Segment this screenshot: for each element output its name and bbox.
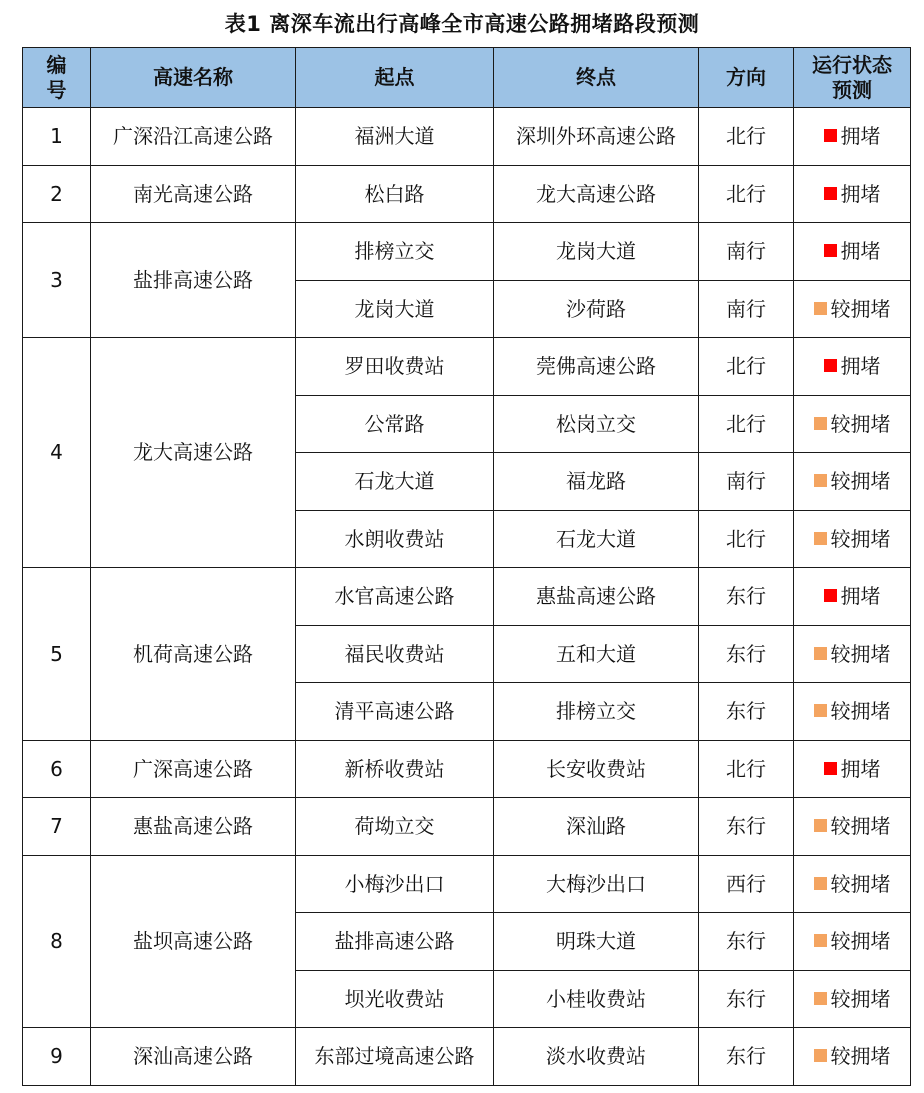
cell-direction: 北行 — [699, 395, 794, 453]
status-label: 较拥堵 — [830, 411, 891, 436]
cell-direction: 东行 — [699, 683, 794, 741]
cell-start: 盐排高速公路 — [296, 913, 494, 971]
header-direction: 方向 — [699, 48, 794, 108]
table-row — [23, 855, 911, 913]
table-row — [23, 568, 911, 626]
status-label: 较拥堵 — [830, 641, 891, 666]
status-label: 较拥堵 — [830, 1044, 891, 1069]
cell-start: 小梅沙出口 — [296, 855, 494, 913]
cell-end: 长安收费站 — [494, 740, 699, 798]
header-no-label: 编号 — [46, 53, 67, 102]
cell-start: 新桥收费站 — [296, 740, 494, 798]
header-start: 起点 — [296, 48, 494, 108]
cell-number: 7 — [23, 798, 91, 856]
cell-end: 莞佛高速公路 — [494, 338, 699, 396]
status-square-icon — [814, 992, 827, 1005]
status-square-icon — [814, 704, 827, 717]
cell-number: 6 — [23, 740, 91, 798]
cell-start: 福民收费站 — [296, 625, 494, 683]
cell-start: 排榜立交 — [296, 223, 494, 281]
cell-prediction — [794, 740, 911, 798]
status-label: 拥堵 — [840, 354, 881, 379]
cell-direction: 南行 — [699, 280, 794, 338]
table-row — [23, 108, 911, 166]
status-square-icon — [814, 532, 827, 545]
cell-end: 大梅沙出口 — [494, 855, 699, 913]
cell-end: 明珠大道 — [494, 913, 699, 971]
cell-highway-name: 盐坝高速公路 — [91, 855, 296, 1028]
cell-number: 9 — [23, 1028, 91, 1086]
cell-highway-name: 惠盐高速公路 — [91, 798, 296, 856]
status-square-icon — [814, 474, 827, 487]
cell-prediction — [794, 510, 911, 568]
cell-highway-name: 龙大高速公路 — [91, 338, 296, 568]
table-row — [23, 1028, 911, 1086]
header-row — [23, 48, 911, 108]
status-square-icon — [814, 647, 827, 660]
cell-prediction — [794, 1028, 911, 1086]
cell-end: 石龙大道 — [494, 510, 699, 568]
status-label: 较拥堵 — [830, 469, 891, 494]
cell-direction: 东行 — [699, 1028, 794, 1086]
cell-direction: 北行 — [699, 510, 794, 568]
cell-prediction — [794, 970, 911, 1028]
status-label: 较拥堵 — [830, 814, 891, 839]
cell-highway-name: 南光高速公路 — [91, 165, 296, 223]
cell-highway-name: 广深沿江高速公路 — [91, 108, 296, 166]
cell-direction: 南行 — [699, 453, 794, 511]
cell-prediction — [794, 798, 911, 856]
status-label: 拥堵 — [840, 239, 881, 264]
cell-start: 东部过境高速公路 — [296, 1028, 494, 1086]
status-square-icon — [814, 819, 827, 832]
cell-prediction — [794, 913, 911, 971]
cell-number: 2 — [23, 165, 91, 223]
cell-number: 3 — [23, 223, 91, 338]
cell-start: 石龙大道 — [296, 453, 494, 511]
cell-prediction — [794, 855, 911, 913]
status-label: 较拥堵 — [830, 986, 891, 1011]
cell-prediction — [794, 683, 911, 741]
status-label: 拥堵 — [840, 124, 881, 149]
cell-prediction — [794, 223, 911, 281]
cell-end: 福龙路 — [494, 453, 699, 511]
cell-prediction — [794, 395, 911, 453]
cell-end: 沙荷路 — [494, 280, 699, 338]
cell-end: 惠盐高速公路 — [494, 568, 699, 626]
cell-prediction — [794, 568, 911, 626]
status-label: 拥堵 — [840, 756, 881, 781]
header-end: 终点 — [494, 48, 699, 108]
cell-start: 清平高速公路 — [296, 683, 494, 741]
header-name: 高速名称 — [91, 48, 296, 108]
cell-start: 坝光收费站 — [296, 970, 494, 1028]
cell-start: 松白路 — [296, 165, 494, 223]
table-row — [23, 740, 911, 798]
table-caption: 表1 离深车流出行高峰全市高速公路拥堵路段预测 — [224, 12, 700, 36]
cell-highway-name: 广深高速公路 — [91, 740, 296, 798]
cell-direction: 北行 — [699, 108, 794, 166]
status-square-icon — [814, 417, 827, 430]
table-row — [23, 338, 911, 396]
status-square-icon — [824, 187, 837, 200]
cell-start: 水朗收费站 — [296, 510, 494, 568]
cell-direction: 东行 — [699, 970, 794, 1028]
cell-highway-name: 盐排高速公路 — [91, 223, 296, 338]
cell-prediction — [794, 165, 911, 223]
status-square-icon — [824, 762, 837, 775]
status-square-icon — [824, 244, 837, 257]
status-square-icon — [824, 589, 837, 602]
table-row — [23, 223, 911, 281]
header-no — [23, 48, 91, 108]
cell-direction: 北行 — [699, 338, 794, 396]
status-label: 较拥堵 — [830, 929, 891, 954]
status-label: 较拥堵 — [830, 699, 891, 724]
cell-end: 排榜立交 — [494, 683, 699, 741]
status-square-icon — [814, 1049, 827, 1062]
status-square-icon — [814, 877, 827, 890]
header-prediction-label: 运行状态预测 — [812, 53, 892, 102]
cell-direction: 东行 — [699, 568, 794, 626]
table-row — [23, 165, 911, 223]
cell-direction: 北行 — [699, 740, 794, 798]
cell-start: 龙岗大道 — [296, 280, 494, 338]
cell-end: 小桂收费站 — [494, 970, 699, 1028]
cell-prediction — [794, 625, 911, 683]
cell-highway-name: 深汕高速公路 — [91, 1028, 296, 1086]
cell-highway-name: 机荷高速公路 — [91, 568, 296, 741]
cell-end: 淡水收费站 — [494, 1028, 699, 1086]
cell-prediction — [794, 338, 911, 396]
cell-end: 龙岗大道 — [494, 223, 699, 281]
cell-number: 5 — [23, 568, 91, 741]
cell-start: 水官高速公路 — [296, 568, 494, 626]
cell-direction: 东行 — [699, 798, 794, 856]
status-square-icon — [814, 302, 827, 315]
cell-direction: 西行 — [699, 855, 794, 913]
cell-prediction — [794, 280, 911, 338]
cell-start: 罗田收费站 — [296, 338, 494, 396]
status-label: 拥堵 — [840, 181, 881, 206]
cell-direction: 东行 — [699, 913, 794, 971]
cell-end: 龙大高速公路 — [494, 165, 699, 223]
cell-end: 松岗立交 — [494, 395, 699, 453]
status-label: 较拥堵 — [830, 526, 891, 551]
status-label: 较拥堵 — [830, 871, 891, 896]
status-square-icon — [824, 129, 837, 142]
status-square-icon — [814, 934, 827, 947]
cell-end: 五和大道 — [494, 625, 699, 683]
cell-start: 公常路 — [296, 395, 494, 453]
cell-end: 深圳外环高速公路 — [494, 108, 699, 166]
cell-start: 荷坳立交 — [296, 798, 494, 856]
cell-direction: 南行 — [699, 223, 794, 281]
cell-prediction — [794, 108, 911, 166]
status-square-icon — [824, 359, 837, 372]
status-label: 拥堵 — [840, 584, 881, 609]
cell-end: 深汕路 — [494, 798, 699, 856]
cell-number: 8 — [23, 855, 91, 1028]
cell-number: 1 — [23, 108, 91, 166]
cell-number: 4 — [23, 338, 91, 568]
cell-direction: 北行 — [699, 165, 794, 223]
table-row — [23, 798, 911, 856]
status-label: 较拥堵 — [830, 296, 891, 321]
cell-direction: 东行 — [699, 625, 794, 683]
header-prediction — [794, 48, 911, 108]
cell-start: 福洲大道 — [296, 108, 494, 166]
congestion-table — [22, 47, 911, 1086]
cell-prediction — [794, 453, 911, 511]
